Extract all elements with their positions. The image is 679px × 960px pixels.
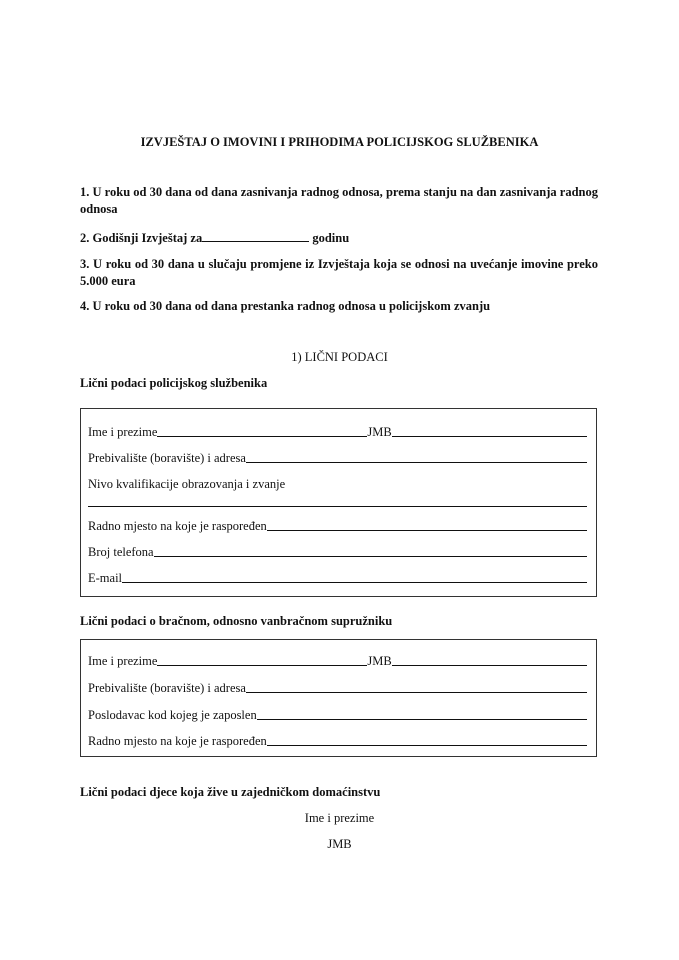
officer-jmb-field[interactable] xyxy=(392,435,587,437)
officer-email-label: E-mail xyxy=(88,571,123,585)
officer-jmb-label: JMB xyxy=(367,425,392,439)
option-item-2 xyxy=(80,230,598,247)
section-title: 1) LIČNI PODACI xyxy=(291,350,388,364)
officer-heading: Lični podaci policijskog službenika xyxy=(80,376,268,390)
spouse-position-row xyxy=(88,734,587,749)
spouse-name-field[interactable] xyxy=(157,664,367,666)
officer-residence-field[interactable] xyxy=(246,461,587,463)
spouse-employer-label: Poslodavac kod kojeg je zaposlen xyxy=(88,708,257,722)
spouse-position-label: Radno mjesto na koje je raspoređen xyxy=(88,734,267,748)
option-item-2-suffix: godinu xyxy=(312,231,350,245)
spouse-name-row xyxy=(88,654,587,669)
officer-position-label: Radno mjesto na koje je raspoređen xyxy=(88,519,267,533)
option-item-2-prefix: 2. Godišnji Izvještaj za xyxy=(80,231,203,245)
spouse-residence-field[interactable] xyxy=(246,691,587,693)
children-heading: Lični podaci djece koja žive u zajedničkom domaćinstvu xyxy=(80,785,381,799)
officer-email-field[interactable] xyxy=(122,581,587,583)
spouse-residence-label: Prebivalište (boravište) i adresa xyxy=(88,681,246,695)
officer-qualification-field[interactable] xyxy=(88,506,587,507)
officer-phone-row xyxy=(88,545,587,560)
spouse-employer-row xyxy=(88,708,587,723)
spouse-jmb-field[interactable] xyxy=(392,664,587,666)
spouse-data-box xyxy=(80,639,597,757)
spouse-position-field[interactable] xyxy=(267,744,587,746)
children-jmb-label: JMB xyxy=(327,837,352,851)
spouse-employer-field[interactable] xyxy=(257,718,587,720)
officer-name-field[interactable] xyxy=(157,435,367,437)
spouse-name-label: Ime i prezime xyxy=(88,654,158,668)
officer-phone-field[interactable] xyxy=(154,555,587,557)
spouse-heading: Lični podaci o bračnom, odnosno vanbračnom supružniku xyxy=(80,614,393,628)
officer-name-row xyxy=(88,425,587,440)
officer-residence-row xyxy=(88,451,587,466)
officer-residence-label: Prebivalište (boravište) i adresa xyxy=(88,451,246,465)
officer-qualification-label: Nivo kvalifikacije obrazovanja i zvanje xyxy=(88,477,286,491)
spouse-residence-row xyxy=(88,681,587,696)
children-name-label: Ime i prezime xyxy=(304,811,375,825)
officer-data-box xyxy=(80,408,597,597)
spouse-jmb-label: JMB xyxy=(367,654,392,668)
option-item-4: 4. U roku od 30 dana od dana prestanka radnog odnosa u policijskom zvanju xyxy=(80,299,491,313)
option-item-1: 1. U roku od 30 dana od dana zasnivanja radnog odnosa, prema stanju na dan zasnivanja radnog odnosa xyxy=(80,185,598,216)
option-item-3: 3. U roku od 30 dana u slučaju promjene iz Izvještaja koja se odnosi na uvećanje imovine preko 5.000 eura xyxy=(80,257,598,288)
officer-position-field[interactable] xyxy=(267,529,587,531)
officer-name-label: Ime i prezime xyxy=(88,425,158,439)
officer-email-row xyxy=(88,571,587,586)
officer-qualification-row xyxy=(88,477,587,492)
year-blank-field[interactable] xyxy=(202,230,309,242)
officer-phone-label: Broj telefona xyxy=(88,545,154,559)
officer-position-row xyxy=(88,519,587,534)
document-title: IZVJEŠTAJ O IMOVINI I PRIHODIMA POLICIJSKOG SLUŽBENIKA xyxy=(140,135,539,149)
